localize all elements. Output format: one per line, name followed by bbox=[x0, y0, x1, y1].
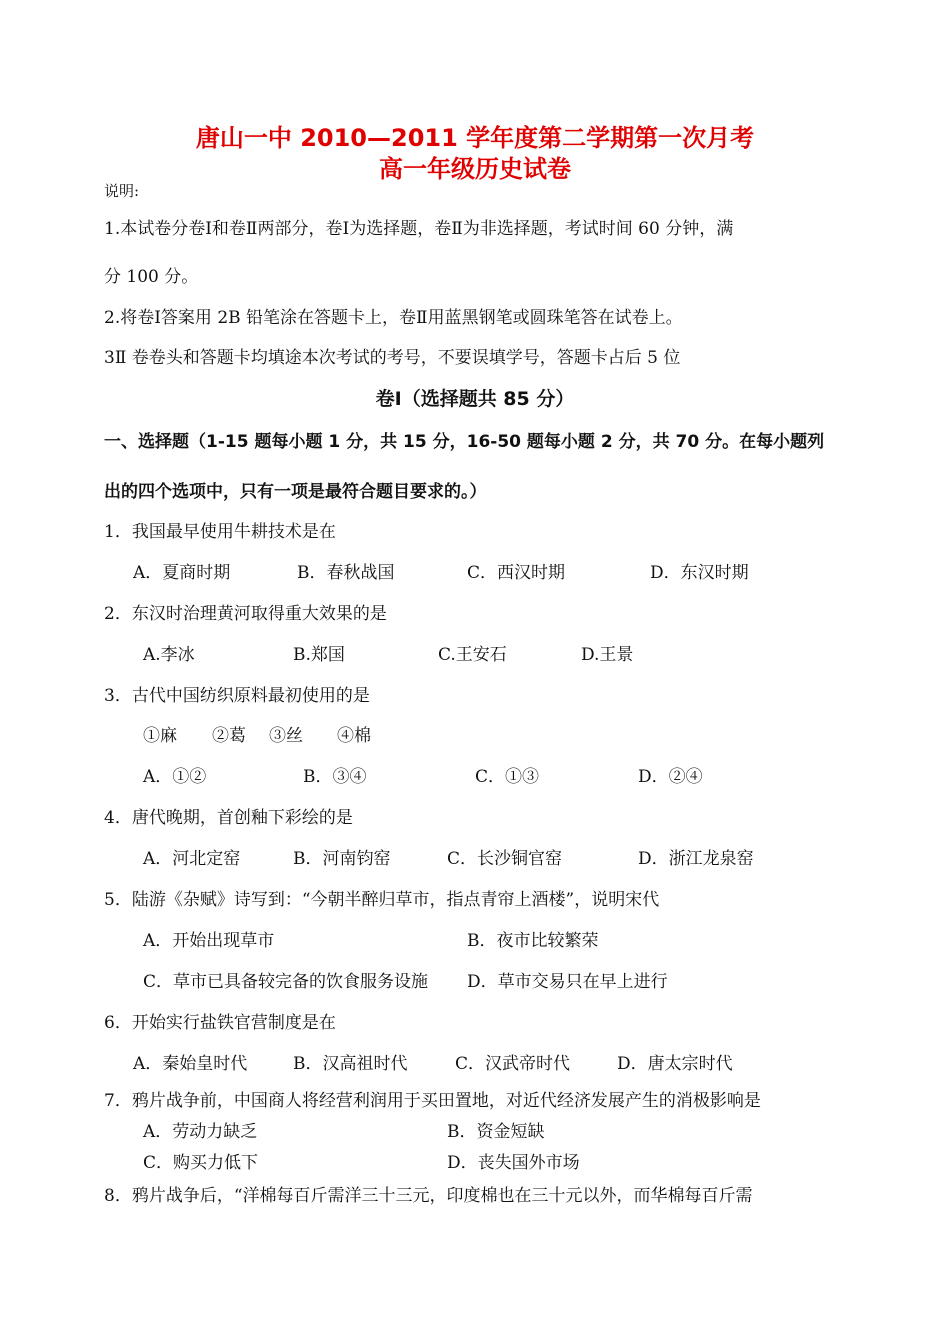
question-3-item-2: ②葛 bbox=[212, 726, 246, 746]
question-3-item-1: ①麻 bbox=[143, 726, 177, 746]
instruction-item-1a: 1.本试卷分卷Ⅰ和卷Ⅱ两部分，卷Ⅰ为选择题，卷Ⅱ为非选择题，考试时间 60 分钟，满 bbox=[104, 219, 734, 239]
question-1-stem: 1．我国最早使用牛耕技术是在 bbox=[104, 522, 336, 542]
question-7-option-d: D．丧失国外市场 bbox=[447, 1153, 580, 1173]
question-6-option-a: A．秦始皇时代 bbox=[133, 1054, 248, 1074]
instruction-item-1b: 分 100 分。 bbox=[104, 267, 199, 287]
question-2-option-d: D.王景 bbox=[581, 645, 634, 665]
instruction-item-2: 2.将卷Ⅰ答案用 2B 铅笔涂在答题卡上，卷Ⅱ用蓝黑钢笔或圆珠笔答在试卷上。 bbox=[104, 308, 683, 328]
question-7-stem: 7．鸦片战争前，中国商人将经营利润用于买田置地，对近代经济发展产生的消极影响是 bbox=[104, 1091, 761, 1111]
instructions-label: 说明: bbox=[104, 182, 140, 200]
question-3-item-4: ④棉 bbox=[337, 726, 371, 746]
question-1-option-a: A．夏商时期 bbox=[133, 563, 231, 583]
section-title: 卷Ⅰ（选择题共 85 分） bbox=[375, 388, 575, 410]
question-3-option-c: C．①③ bbox=[475, 767, 540, 787]
instruction-item-3: 3Ⅱ 卷卷头和答题卡均填途本次考试的考号，不要误填学号，答题卡占后 5 位 bbox=[104, 348, 681, 368]
question-2-option-b: B.郑国 bbox=[293, 645, 345, 665]
question-4-stem: 4．唐代晚期，首创釉下彩绘的是 bbox=[104, 808, 353, 828]
question-3-option-a: A．①② bbox=[143, 767, 207, 787]
question-1-option-c: C．西汉时期 bbox=[467, 563, 566, 583]
question-6-stem: 6．开始实行盐铁官营制度是在 bbox=[104, 1013, 336, 1033]
question-6-option-b: B．汉高祖时代 bbox=[293, 1054, 408, 1074]
question-5-stem: 5．陆游《杂赋》诗写到：“今朝半醉归草市，指点青帘上酒楼”，说明宋代 bbox=[104, 890, 660, 910]
question-6-option-c: C．汉武帝时代 bbox=[455, 1054, 571, 1074]
question-5-option-c: C．草市已具备较完备的饮食服务设施 bbox=[143, 972, 429, 992]
exam-title-line1: 唐山一中 2010—2011 学年度第二学期第一次月考 bbox=[195, 124, 755, 152]
question-3-stem: 3．古代中国纺织原料最初使用的是 bbox=[104, 686, 370, 706]
question-2-stem: 2．东汉时治理黄河取得重大效果的是 bbox=[104, 604, 387, 624]
part-instruction-line2: 出的四个选项中，只有一项是最符合题目要求的。） bbox=[104, 482, 487, 502]
question-4-option-d: D．浙江龙泉窑 bbox=[638, 849, 754, 869]
exam-title-line2: 高一年级历史试卷 bbox=[379, 155, 571, 183]
question-1-option-b: B．春秋战国 bbox=[297, 563, 395, 583]
question-4-option-b: B．河南钧窑 bbox=[293, 849, 391, 869]
question-3-option-b: B．③④ bbox=[303, 767, 367, 787]
question-3-option-d: D．②④ bbox=[638, 767, 703, 787]
question-4-option-c: C．长沙铜官窑 bbox=[447, 849, 563, 869]
question-5-option-b: B．夜市比较繁荣 bbox=[467, 931, 599, 951]
part-instruction-line1: 一、选择题（1-15 题每小题 1 分，共 15 分，16-50 题每小题 2 分，共 70 分。在每小题列 bbox=[104, 432, 825, 452]
question-2-option-a: A.李冰 bbox=[143, 645, 195, 665]
question-7-option-b: B．资金短缺 bbox=[447, 1122, 545, 1142]
question-5-option-a: A．开始出现草市 bbox=[143, 931, 275, 951]
question-7-option-a: A．劳动力缺乏 bbox=[143, 1122, 258, 1142]
question-4-option-a: A．河北定窑 bbox=[143, 849, 241, 869]
question-7-option-c: C．购买力低下 bbox=[143, 1153, 259, 1173]
question-2-option-c: C.王安石 bbox=[438, 645, 507, 665]
question-8-stem: 8．鸦片战争后，“洋棉每百斤需洋三十三元，印度棉也在三十元以外，而华棉每百斤需 bbox=[104, 1186, 753, 1206]
question-1-option-d: D．东汉时期 bbox=[650, 563, 749, 583]
question-6-option-d: D．唐太宗时代 bbox=[617, 1054, 733, 1074]
question-3-item-3: ③丝 bbox=[269, 726, 303, 746]
question-5-option-d: D．草市交易只在早上进行 bbox=[467, 972, 668, 992]
